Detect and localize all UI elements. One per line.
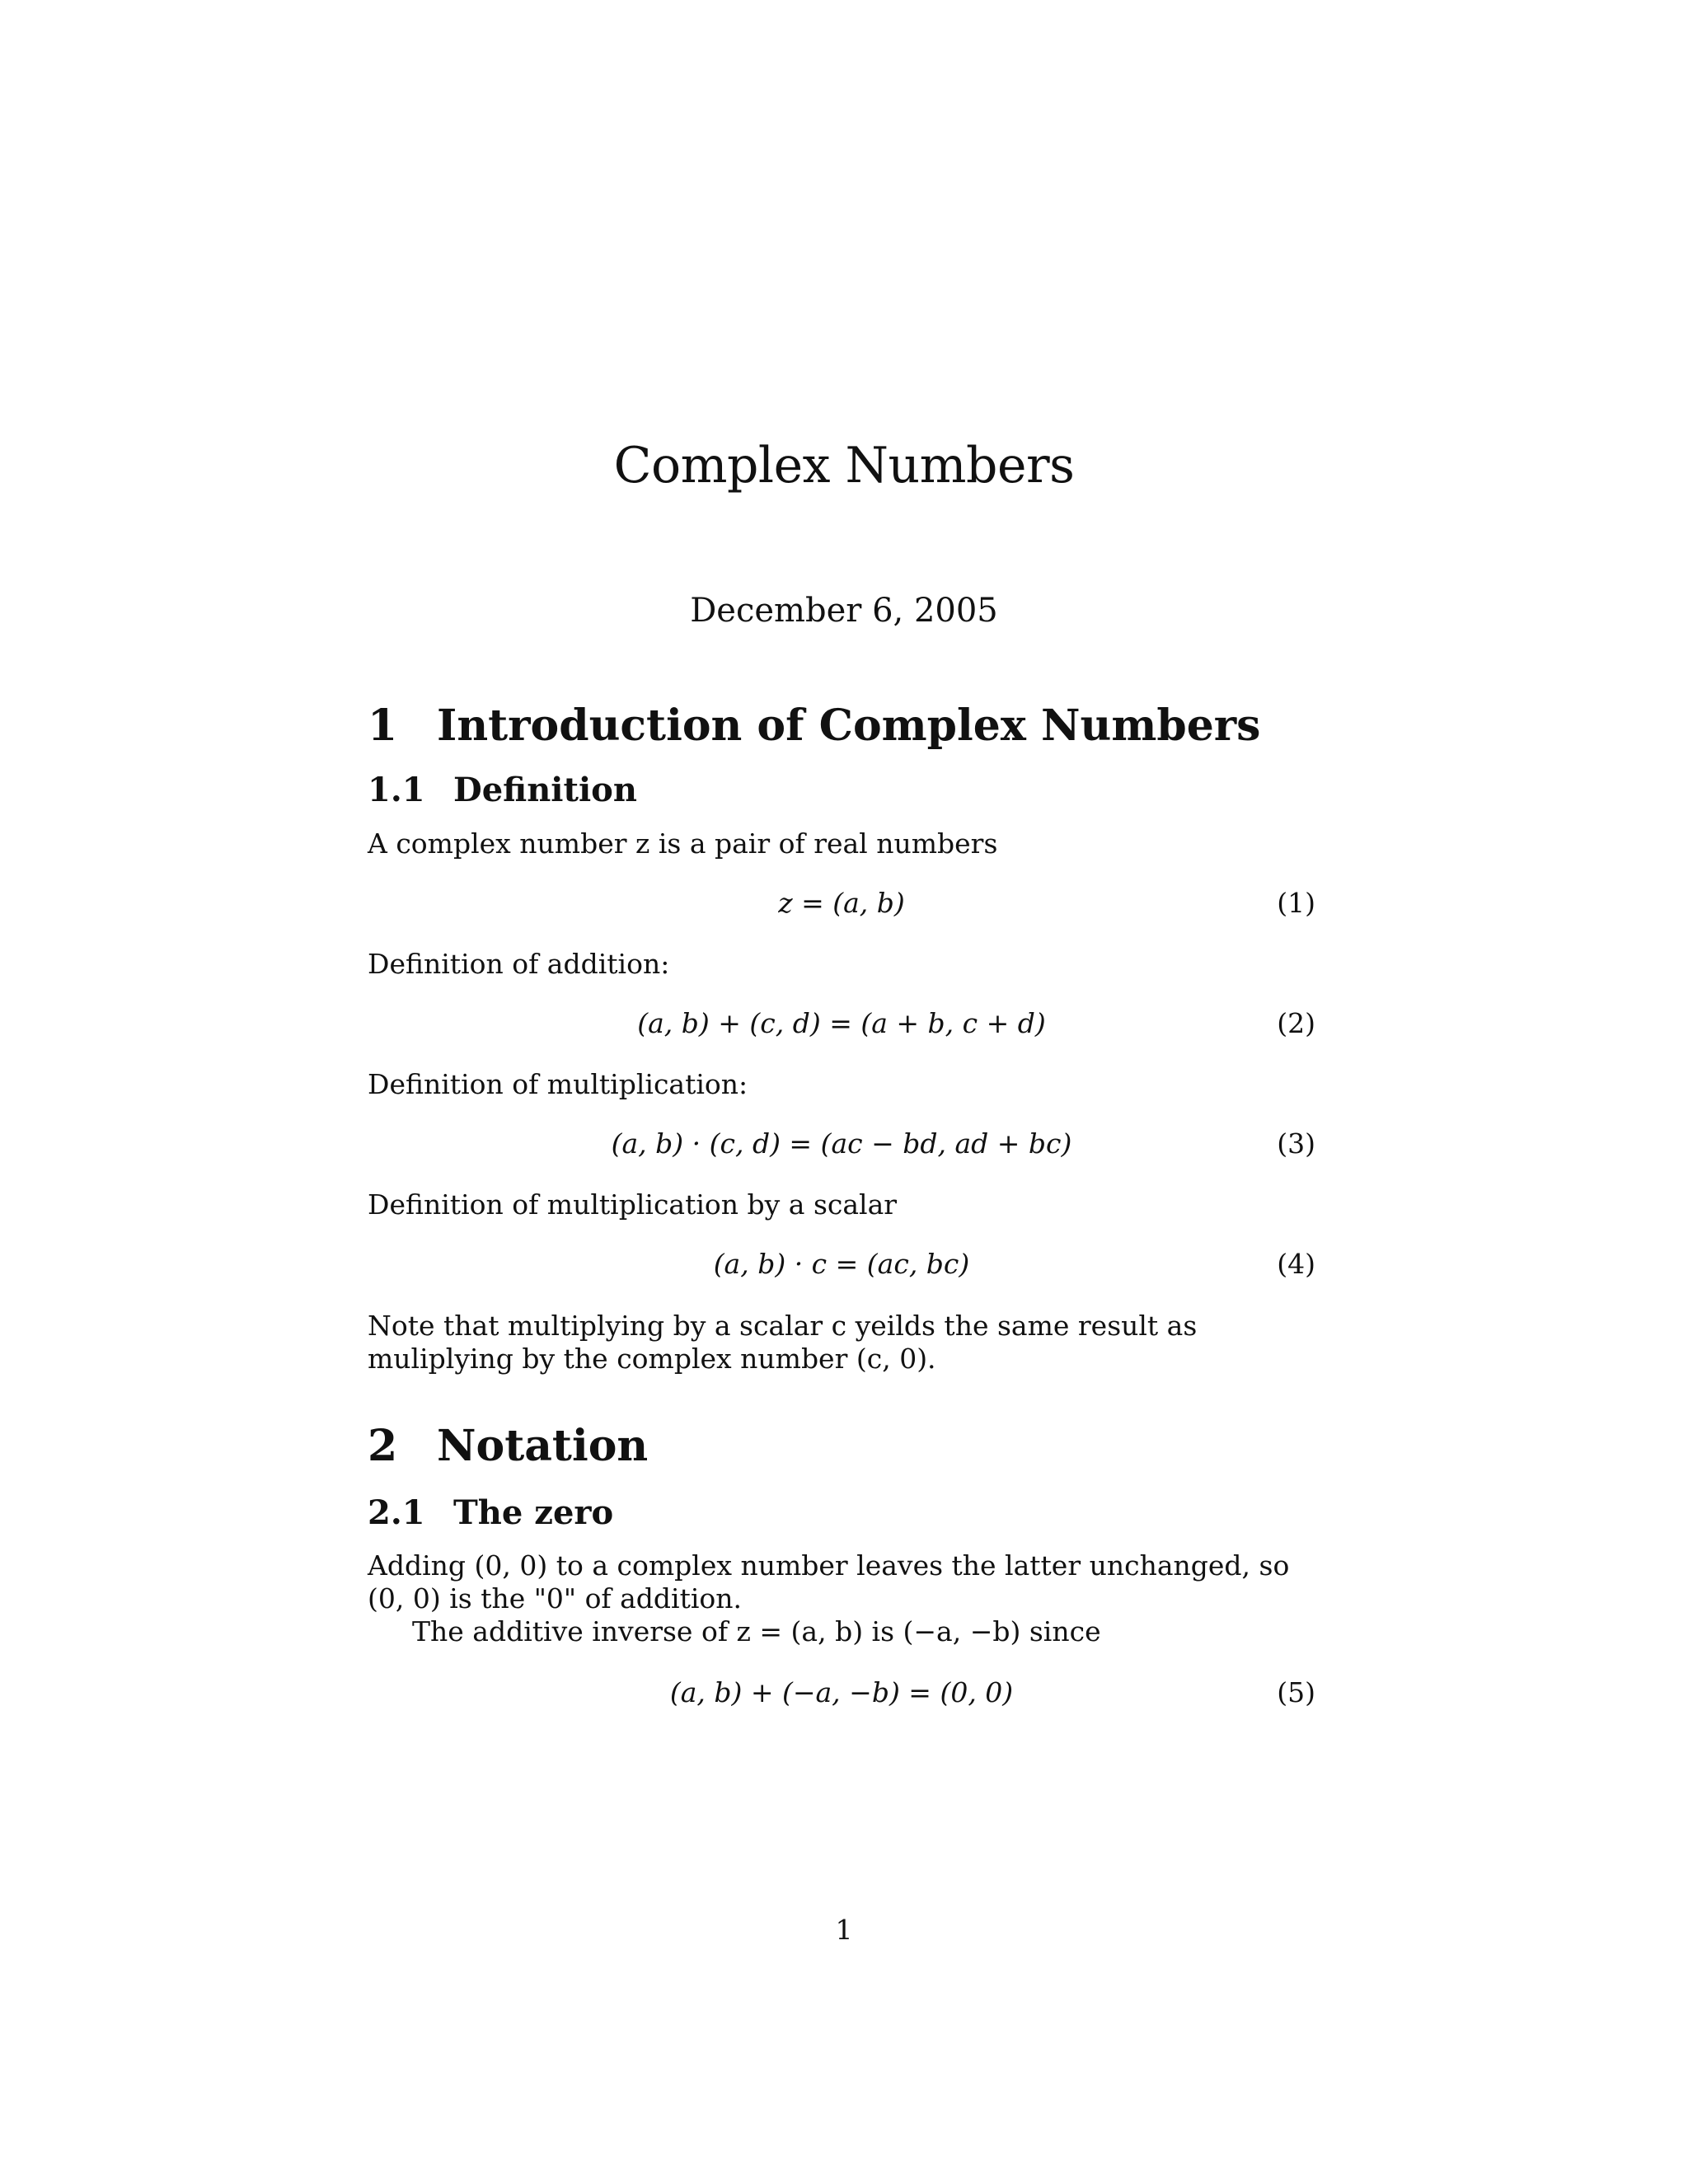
equation: (a, b) · (c, d) = (ac − bd, ad + bc) — [611, 1127, 1072, 1160]
document-title: Complex Numbers — [613, 437, 1075, 494]
paragraph: The additive inverse of z = (a, b) is (−a, −b) since — [412, 1615, 1101, 1647]
section-title: Notation — [437, 1421, 649, 1471]
equation: (a, b) · c = (ac, bc) — [713, 1248, 970, 1280]
document-date: December 6, 2005 — [690, 592, 998, 630]
subsection-title: The zero — [453, 1493, 614, 1532]
subsection-number: 2.1 — [368, 1493, 425, 1532]
equation-number: (3) — [1277, 1127, 1315, 1160]
subsection-heading — [368, 1493, 613, 1532]
paragraph: Definition of multiplication by a scalar — [368, 1188, 898, 1221]
section-title: Introduction of Complex Numbers — [437, 701, 1261, 751]
paragraph: Note that multiplying by a scalar c yeilds the same result as muliplying by the complex number (c, 0). — [368, 1310, 1198, 1375]
paragraph: Adding (0, 0) to a complex number leaves the latter unchanged, so (0, 0) is the "0" of addition. — [368, 1549, 1290, 1615]
equation-number: (1) — [1277, 887, 1315, 919]
section-number: 2 — [368, 1421, 398, 1471]
equation: (a, b) + (−a, −b) = (0, 0) — [669, 1676, 1014, 1708]
paragraph: Definition of addition: — [368, 948, 670, 980]
subsection-number: 1.1 — [368, 771, 425, 809]
paragraph: A complex number z is a pair of real numbers — [368, 827, 998, 860]
paragraph: Definition of multiplication: — [368, 1068, 748, 1100]
subsection-title: Definition — [453, 771, 637, 809]
equation-number: (5) — [1277, 1676, 1315, 1708]
equation-number: (4) — [1277, 1248, 1315, 1280]
section-heading — [368, 701, 1260, 751]
page-number: 1 — [835, 1914, 853, 1946]
equation-number: (2) — [1277, 1007, 1315, 1039]
section-number: 1 — [368, 701, 398, 751]
equation: z = (a, b) — [778, 887, 905, 919]
subsection-heading — [368, 771, 637, 809]
section-heading — [368, 1421, 648, 1471]
equation: (a, b) + (c, d) = (a + b, c + d) — [637, 1007, 1046, 1039]
